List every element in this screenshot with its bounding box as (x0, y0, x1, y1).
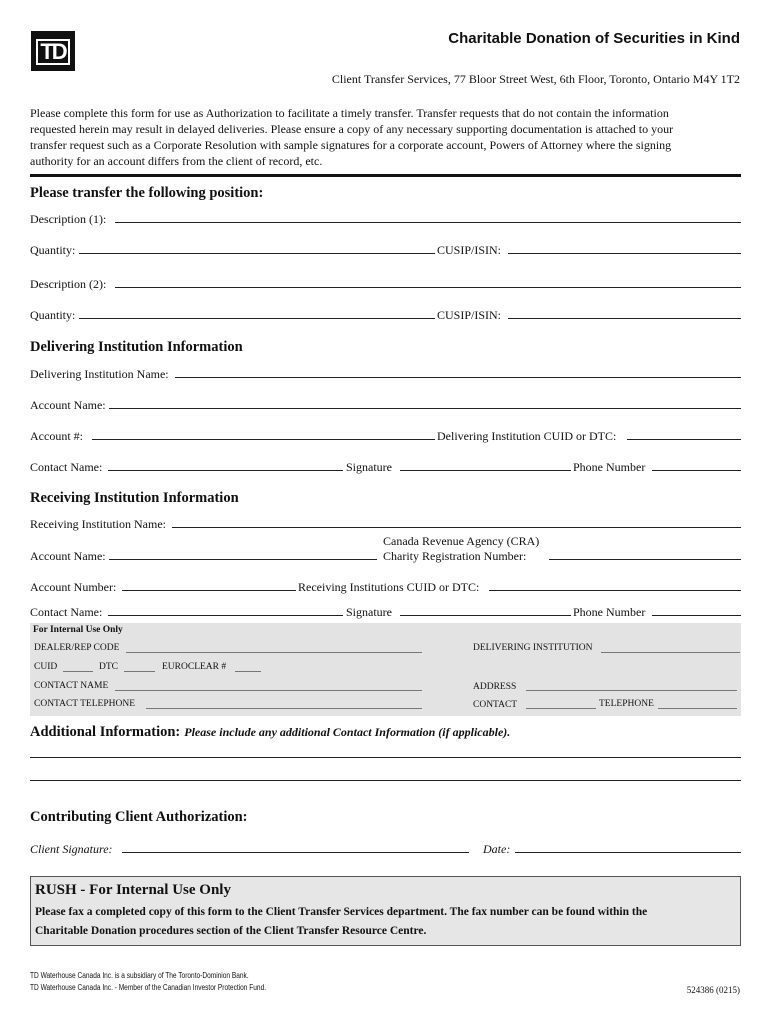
cuid-field[interactable] (63, 671, 93, 672)
dealer-code-field[interactable] (126, 652, 422, 653)
delivering-signature-field[interactable] (400, 470, 571, 471)
contact-telephone-label: CONTACT TELEPHONE (34, 699, 136, 709)
client-signature-field[interactable] (122, 852, 469, 853)
intro-paragraph (30, 105, 742, 169)
delivering-name-field[interactable] (175, 377, 741, 378)
receiving-cuid-field[interactable] (489, 590, 741, 591)
intro-line: Please complete this form for use as Authorization to facilitate a timely transfer. Transfer requests that do not contain the information (30, 106, 669, 120)
quantity1-label: Quantity: (30, 243, 76, 257)
address-line: Client Transfer Services, 77 Bloor Street West, 6th Floor, Toronto, Ontario M4Y 1T2 (331, 72, 740, 86)
cusip2-label: CUSIP/ISIN: (437, 308, 502, 322)
section-divider (30, 174, 741, 177)
receiving-contact-name-field[interactable] (108, 615, 343, 616)
contact-internal-label: CONTACT (473, 700, 518, 710)
receiving-name-label: Receiving Institution Name: (30, 517, 166, 531)
form-title: Charitable Donation of Securities in Kind (448, 30, 740, 47)
contact-name-internal-field[interactable] (115, 690, 422, 691)
euroclear-field[interactable] (235, 671, 261, 672)
rush-line: Charitable Donation procedures section of the Client Transfer Resource Centre. (35, 925, 427, 937)
rush-title: RUSH - For Internal Use Only (35, 882, 231, 898)
quantity1-field[interactable] (79, 253, 435, 254)
receiving-account-number-field[interactable] (122, 590, 296, 591)
contact-telephone-field[interactable] (146, 708, 422, 709)
telephone-internal-label: TELEPHONE (599, 699, 654, 709)
cra-label-line1: Canada Revenue Agency (CRA) (383, 534, 540, 548)
date-field[interactable] (515, 852, 741, 853)
cra-registration-field[interactable] (549, 559, 741, 560)
footer-line: TD Waterhouse Canada Inc. - Member of the Canadian Investor Protection Fund. (30, 983, 267, 992)
receiving-heading: Receiving Institution Information (30, 490, 239, 506)
delivering-contact-name-label: Contact Name: (30, 460, 103, 474)
receiving-signature-field[interactable] (400, 615, 571, 616)
receiving-phone-field[interactable] (652, 615, 741, 616)
internal-use-title: For Internal Use Only (33, 625, 123, 635)
cra-label-line2: Charity Registration Number: (383, 549, 527, 563)
receiving-phone-label: Phone Number (573, 605, 646, 619)
dtc-label: DTC (99, 662, 118, 672)
receiving-account-name-label: Account Name: (30, 549, 106, 563)
address-internal-field[interactable] (526, 690, 737, 691)
cuid-label: CUID (34, 662, 58, 672)
delivering-institution-label: DELIVERING INSTITUTION (473, 643, 593, 653)
delivering-account-number-field[interactable] (92, 439, 435, 440)
description2-label: Description (2): (30, 277, 107, 291)
description2-field[interactable] (115, 287, 741, 288)
delivering-signature-label: Signature (346, 460, 392, 474)
delivering-heading: Delivering Institution Information (30, 339, 243, 355)
delivering-name-label: Delivering Institution Name: (30, 367, 169, 381)
quantity2-field[interactable] (79, 318, 435, 319)
intro-line: transfer request such as a Corporate Resolution with sample signatures for a corporate account, Powers of Attorney where the signing (30, 138, 672, 152)
telephone-internal-field[interactable] (658, 708, 737, 709)
intro-line: authority for an account differs from the client of record, etc. (30, 154, 323, 168)
receiving-contact-name-label: Contact Name: (30, 605, 103, 619)
additional-info-row (30, 723, 510, 741)
dtc-field[interactable] (124, 671, 155, 672)
additional-info-heading: Additional Information: (30, 724, 181, 740)
rush-text (35, 903, 735, 941)
intro-line: requested herein may result in delayed deliveries. Please ensure a copy of any necessary supporting documentation is attached to your (30, 122, 674, 136)
receiving-cuid-label: Receiving Institutions CUID or DTC: (298, 580, 480, 594)
rush-line: Please fax a completed copy of this form to the Client Transfer Services department. The fax number can be found within the (35, 906, 648, 918)
description1-field[interactable] (115, 222, 741, 223)
footer-text (30, 970, 266, 994)
delivering-cuid-label: Delivering Institution CUID or DTC: (437, 429, 617, 443)
contact-name-internal-label: CONTACT NAME (34, 681, 109, 691)
receiving-account-number-label: Account Number: (30, 580, 117, 594)
receiving-name-field[interactable] (172, 527, 741, 528)
delivering-cuid-field[interactable] (627, 439, 741, 440)
additional-info-note: Please include any additional Contact Information (if applicable). (184, 725, 511, 739)
cusip1-field[interactable] (508, 253, 741, 254)
delivering-account-name-field[interactable] (109, 408, 741, 409)
form-code: 524386 (0215) (686, 985, 740, 995)
receiving-account-name-field[interactable] (109, 559, 377, 560)
quantity2-label: Quantity: (30, 308, 76, 322)
delivering-institution-internal-field[interactable] (601, 652, 740, 653)
cusip1-label: CUSIP/ISIN: (437, 243, 502, 257)
client-signature-label: Client Signature: (30, 842, 113, 856)
delivering-contact-name-field[interactable] (108, 470, 343, 471)
additional-info-line-1[interactable] (30, 757, 741, 758)
delivering-phone-field[interactable] (652, 470, 741, 471)
authorization-heading: Contributing Client Authorization: (30, 809, 248, 825)
date-label: Date: (483, 842, 511, 856)
td-logo (31, 31, 75, 71)
address-internal-label: ADDRESS (473, 682, 517, 692)
delivering-phone-label: Phone Number (573, 460, 646, 474)
contact-internal-field[interactable] (526, 708, 596, 709)
delivering-account-number-label: Account #: (30, 429, 83, 443)
additional-info-line-2[interactable] (30, 780, 741, 781)
td-logo-text: TD (36, 39, 69, 65)
footer-line: TD Waterhouse Canada Inc. is a subsidiary of The Toronto-Dominion Bank. (30, 971, 249, 980)
receiving-signature-label: Signature (346, 605, 392, 619)
delivering-account-name-label: Account Name: (30, 398, 106, 412)
dealer-code-label: DEALER/REP CODE (34, 643, 120, 653)
cusip2-field[interactable] (508, 318, 741, 319)
position-heading: Please transfer the following position: (30, 185, 264, 201)
euroclear-label: EUROCLEAR # (162, 662, 227, 672)
description1-label: Description (1): (30, 212, 107, 226)
